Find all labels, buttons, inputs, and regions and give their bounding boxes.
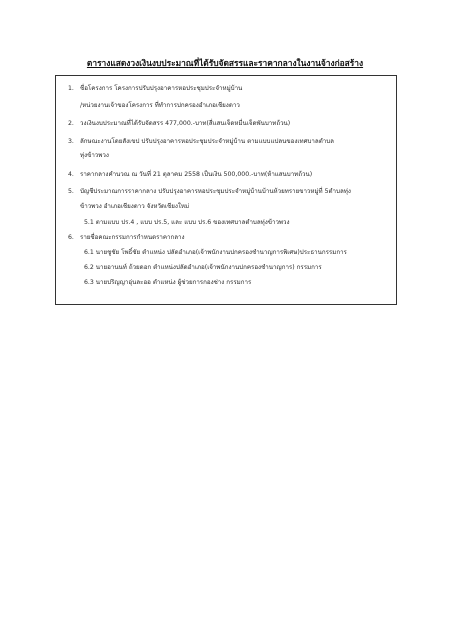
item-3-line-2: ทุ่งข้าวพวง [80,152,109,159]
item-5-number: 5. [68,188,74,195]
item-1-line-1: ชื่อโครงการ โครงการปรับปรุงอาคารหอประชุมประจำหมู่บ้าน [80,85,243,92]
item-3-number: 3. [68,138,74,145]
item-5-sub-1: 5.1 ตามแบบ ปร.4 , แบบ ปร.5, และ แบบ ปร.6 ของเทศบาลตำบลทุ่งข้าวพวง [84,219,290,226]
item-6-number: 6. [68,234,74,241]
item-4-line-1: ราคากลางคำนวณ ณ วันที่ 21 ตุลาคม 2558 เป็นเงิน 500,000.-บาท(ห้าแสนบาทถ้วน) [80,171,313,178]
page-title: ตารางแสดงวงเงินงบประมาณที่ได้รับจัดสรรและราคากลางในงานจ้างก่อสร้าง [86,58,364,68]
item-5-line-2: ข้าวพวง อำเภอเชียงดาว จังหวัดเชียงใหม่ [80,203,190,210]
item-6-sub-3: 6.3 นายปริญญา​อุ่นละออ ตำแหน่ง ผู้ช่วยการกองช่าง กรรมการ [84,279,252,286]
item-1-line-2: /หน่วยงานเจ้าของโครงการ ที่ทำการปกครองอำเภอเชียงดาว [80,102,240,109]
item-4-number: 4. [68,171,74,178]
item-5-line-1: บัญชีประมาณการราคากลาง ปรับปรุงอาคารหอประชุมประจำหมู่บ้านบ้านห้วยทรายขาวหมู่ที่ 5ตำบลทุ่ง [80,188,351,195]
item-3-line-1: ลักษณะงานโดยสังเขป ปรับปรุงอาคารหอประชุมประจำหมู่บ้าน ตามแบบแปลนของเทศบาลตำบล [80,138,334,145]
item-2-line-1: วงเงินงบประมาณที่ได้รับจัดสรร 477,000.-บาท(สี่แสนเจ็ดหมื่นเจ็ดพันบาทถ้วน) [80,120,291,127]
item-1-number: 1. [68,85,74,92]
item-6-sub-1: 6.1 นายชูชัย โพธิ์ชัย ตำแหน่ง ปลัดอำเภอ(เจ้าพนักงานปกครองชำนาญการพิเศษ)ประธานกรรมการ [84,249,347,256]
item-6-line-1: รายชื่อคณะกรรมการกำหนดราคากลาง [80,234,185,241]
item-2-number: 2. [68,120,74,127]
item-6-sub-2: 6.2 นายอานนท์ ถ้วยดอก ตำแหน่งปลัดอำเภอ(เจ้าพนักงานปกครองชำนาญการ) กรรมการ [84,264,322,271]
